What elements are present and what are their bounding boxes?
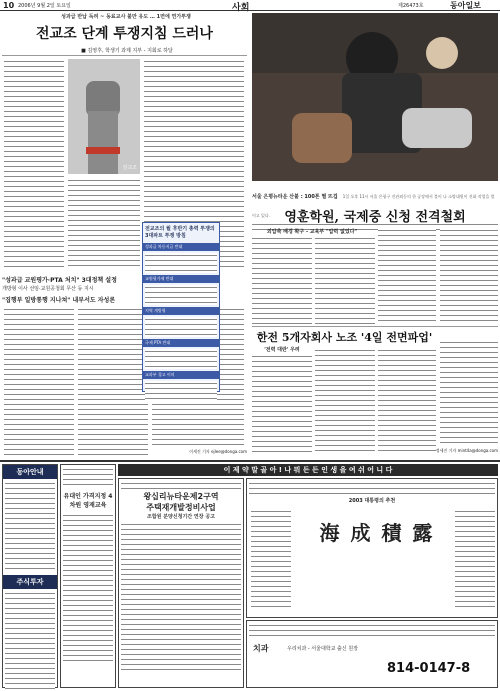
education-ad-title: 유대인 가격지정 4차원 영재교육: [63, 493, 113, 509]
sidebar-item: 성과급 차등지급 반대: [143, 243, 219, 251]
ad-divider: [0, 460, 500, 462]
body-text-column: [440, 340, 498, 446]
body-text-column: [4, 307, 74, 455]
photo-caption-title: 서울 은평뉴타운 산불 : 100톤 떨 뜨겁: [252, 194, 338, 200]
realestate-line-2: 주택재개발정비사업: [146, 503, 216, 512]
edition-number: 제26473호: [398, 3, 424, 9]
banner-ad: [118, 464, 498, 476]
section-name: 사회: [232, 3, 250, 13]
masthead: [0, 0, 500, 11]
photo-label: 전교조: [122, 165, 137, 171]
body-text-column: [252, 236, 312, 324]
dental-phone: 814-0147-8: [387, 661, 471, 676]
realestate-line-3: 조합원 분양신청기간 연장 공고: [146, 514, 215, 520]
sidebar-item: 교과부 경고 이의: [143, 371, 219, 379]
body-text-column: [440, 228, 498, 324]
firefighter-photo: [252, 13, 498, 181]
fist-photo: [68, 59, 140, 174]
ad-text: [455, 509, 495, 609]
dental-ad: [246, 620, 498, 688]
article-kicker: 성과급 반납 독려 ~ 동료교사 불만 유도 … 1면에 연가투쟁: [61, 14, 191, 20]
news-photo: [252, 13, 498, 181]
education-ad: [60, 464, 116, 688]
banner-text: 이 제 약 말 골 아 ! 나 뭐 든 든 인 생 을 여 쉬 어 니 다: [223, 466, 393, 474]
yeonghun-headline: 영훈학원, 국제중 신청 전격철회: [284, 210, 466, 225]
stock-header: 주식투자: [3, 575, 57, 589]
yeonghun-subhead: 외압축 배경 확구 - 교육부 "압력 없었다": [266, 229, 358, 235]
body-text-column: [4, 59, 64, 269]
sidebar-item: 국제 PTA 반대: [143, 339, 219, 347]
page-number: 10: [3, 1, 15, 10]
body-text-column: [252, 354, 312, 454]
subheadline-1: "성과급 교원평가·PTA 처치" 3대정책 설정: [2, 277, 117, 284]
ad-text: [121, 522, 241, 672]
realestate-line-1: 왕십리뉴타운제2구역: [143, 492, 219, 501]
body-text-column: [68, 178, 140, 269]
union-subhead: '전력 대란' 우려: [264, 347, 300, 353]
ad-text: [63, 467, 113, 487]
article-divider: [252, 326, 498, 327]
body-text-column: [78, 307, 148, 455]
classified-listings: [5, 481, 55, 571]
realestate-ad: [118, 478, 244, 688]
issue-date: 2006년 9월 2일 토요일: [18, 3, 71, 9]
union-byline: 정세진 기자 mint4a@donga.com: [435, 448, 498, 453]
sidebar-text: [145, 381, 217, 403]
article-headline: 전교조 단계 투쟁지침 드러나: [36, 26, 213, 42]
ad-text: [249, 481, 495, 495]
body-text-column: [378, 348, 436, 454]
sidebar-text: [145, 285, 217, 305]
stock-listings: [5, 591, 55, 691]
sidebar-text: [145, 349, 217, 369]
classified-ad-column: [2, 464, 58, 688]
subheadline-2: 개방형 이사 선임·교원공청회 무산 등 지시: [2, 286, 94, 292]
photo-caption-text: 1일 오후 11시 서울 은평구 진관외동의 한 공장에서 불이 나 소방대원이 진화 작업을 벌이고 있다.: [252, 194, 495, 218]
ad-text: [63, 513, 113, 663]
calligraphy-header: 2003 대통령의 추천: [348, 498, 396, 504]
sidebar-title: 전교조의 월 후반기 총력 투쟁의 3대파트 투쟁 방침: [145, 226, 215, 239]
dental-title: 치과: [253, 644, 269, 653]
ad-text: [249, 623, 495, 637]
calligraphy-art: 海 成 積 露: [319, 521, 435, 545]
sidebar-text: [145, 253, 217, 273]
dental-name: 우리치과 - 서울대학교 출신 원장: [287, 646, 358, 652]
classified-header: 동아안내: [3, 465, 57, 479]
article-divider: [2, 55, 247, 56]
article-byline: ■ 김영후, 학생기 과제 지부 - 지회로 하달: [81, 48, 173, 54]
article-footer-byline: 이세진 기자 ejlee@donga.com: [189, 449, 247, 454]
ad-text: [251, 509, 291, 609]
sidebar-text: [145, 317, 217, 337]
body-text-column: [315, 236, 375, 324]
union-headline: 한전 5개자회사 노조 '4일 전면파업': [256, 331, 433, 344]
body-text-column: [315, 348, 375, 454]
calligraphy-ad: [246, 478, 498, 618]
policy-sidebar: [142, 222, 220, 392]
raised-fist-image: [68, 59, 140, 174]
subheadline-3: "집행부 일방통행 지나쳐" 내부서도 자성론: [2, 297, 116, 304]
paper-name: 동아일보: [450, 0, 481, 10]
ad-text: [121, 481, 241, 489]
body-text-column: [378, 228, 436, 324]
sidebar-item: 지역 개방형: [143, 307, 219, 315]
sidebar-item: 교원평가제 반대: [143, 275, 219, 283]
